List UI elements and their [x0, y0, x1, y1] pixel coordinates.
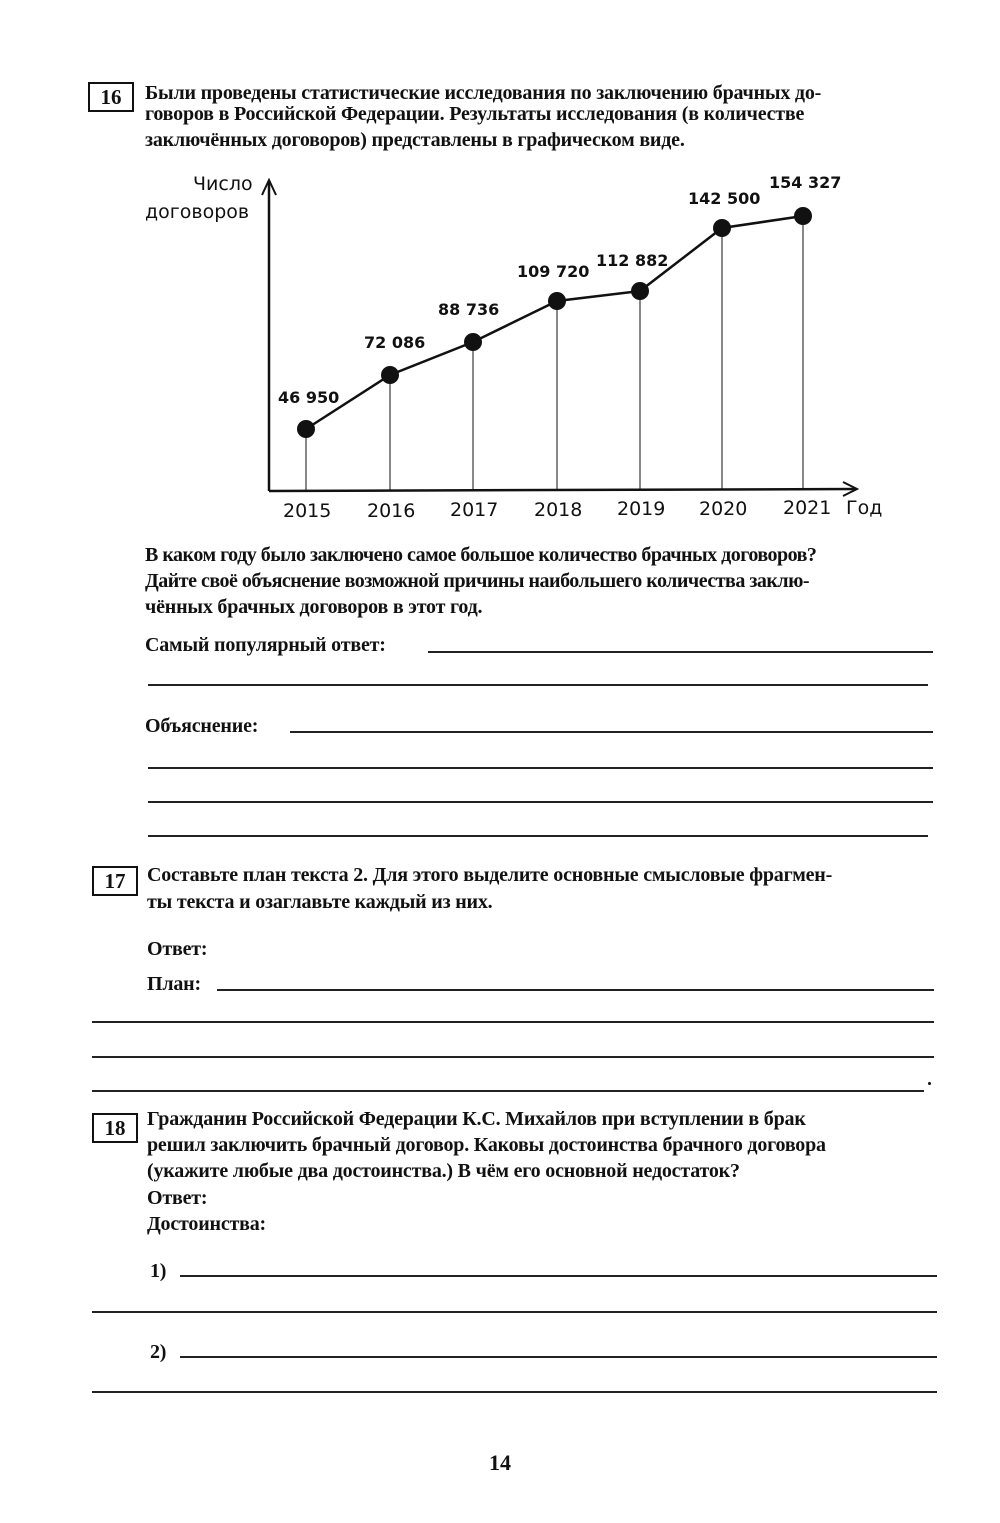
q18-text-line-1: Гражданин Российской Федерации К.С. Михайлов при вступлении в брак [147, 1108, 806, 1130]
q18-answer-label: Ответ: [147, 1187, 208, 1209]
merit-1-input[interactable] [180, 1275, 937, 1277]
x-tick-2020: 2020 [699, 498, 748, 520]
data-label-2017: 88 736 [438, 300, 500, 319]
explanation-input-line-2[interactable] [148, 767, 933, 769]
question-number-17: 17 [92, 866, 138, 896]
data-label-2019: 112 882 [596, 251, 669, 270]
plan-label: План: [147, 973, 201, 995]
merits-label: Достоинства: [147, 1213, 267, 1235]
merit-2-input[interactable] [180, 1356, 937, 1358]
data-label-2016: 72 086 [364, 333, 426, 352]
q16-text-line-2: говоров в Российской Федерации. Результаты исследования (в количестве [145, 103, 805, 125]
q16-question-line-1: В каком году было заключено самое большое количество брачных договоров? [145, 544, 817, 566]
plan-input[interactable] [217, 989, 934, 991]
x-tick-2019: 2019 [617, 498, 666, 520]
x-axis-label: Год [846, 497, 883, 519]
q16-question-line-2: Дайте своё объяснение возможной причины наибольшего количества заклю- [145, 570, 810, 592]
series-line [306, 216, 803, 429]
question-number-18: 18 [92, 1113, 138, 1143]
data-label-2015: 46 950 [278, 388, 340, 407]
x-axis [269, 489, 856, 491]
plan-input-line-4[interactable] [92, 1090, 924, 1092]
merit-1-input-line-2[interactable] [92, 1311, 937, 1313]
plan-end-dot [928, 1082, 931, 1085]
q17-answer-label: Ответ: [147, 938, 208, 960]
data-label-2020: 142 500 [688, 189, 761, 208]
data-label-2018: 109 720 [517, 262, 590, 281]
q16-text-line-1: Были проведены статистические исследования по заключению брачных до- [145, 82, 822, 104]
q16-text-line-3: заключённых договоров) представлены в графическом виде. [145, 129, 685, 151]
explanation-input-line-3[interactable] [148, 801, 933, 803]
merit-1-label: 1) [150, 1260, 167, 1282]
drop-lines [306, 216, 803, 491]
popular-answer-label: Самый популярный ответ: [145, 634, 386, 656]
plan-input-line-2[interactable] [92, 1021, 934, 1023]
x-tick-2015: 2015 [283, 500, 332, 522]
question-number-16: 16 [88, 82, 134, 112]
explanation-label: Объяснение: [145, 715, 259, 737]
y-axis-label-line-1: Число [193, 173, 253, 195]
explanation-input[interactable] [290, 731, 933, 733]
data-label-2021: 154 327 [769, 173, 842, 192]
x-tick-2017: 2017 [450, 499, 499, 521]
merit-2-label: 2) [150, 1341, 167, 1363]
q17-text-line-1: Составьте план текста 2. Для этого выделите основные смысловые фрагмен- [147, 864, 833, 886]
x-tick-2016: 2016 [367, 500, 416, 522]
popular-answer-input[interactable] [428, 651, 933, 653]
q17-text-line-2: ты текста и озаглавьте каждый из них. [147, 891, 493, 913]
y-axis-label-line-2: договоров [145, 201, 250, 223]
popular-answer-input-line-2[interactable] [148, 684, 928, 686]
explanation-input-line-4[interactable] [148, 835, 928, 837]
x-tick-2018: 2018 [534, 499, 583, 521]
x-tick-2021: 2021 [783, 497, 832, 519]
merit-2-input-line-2[interactable] [92, 1391, 937, 1393]
plan-input-line-3[interactable] [92, 1056, 934, 1058]
page-number: 14 [489, 1450, 511, 1475]
q18-text-line-3: (укажите любые два достоинства.) В чём его основной недостаток? [147, 1160, 740, 1182]
q16-question-line-3: чённых брачных договоров в этот год. [145, 596, 483, 618]
q18-text-line-2: решил заключить брачный договор. Каковы достоинства брачного договора [147, 1134, 826, 1156]
data-markers [297, 207, 812, 438]
